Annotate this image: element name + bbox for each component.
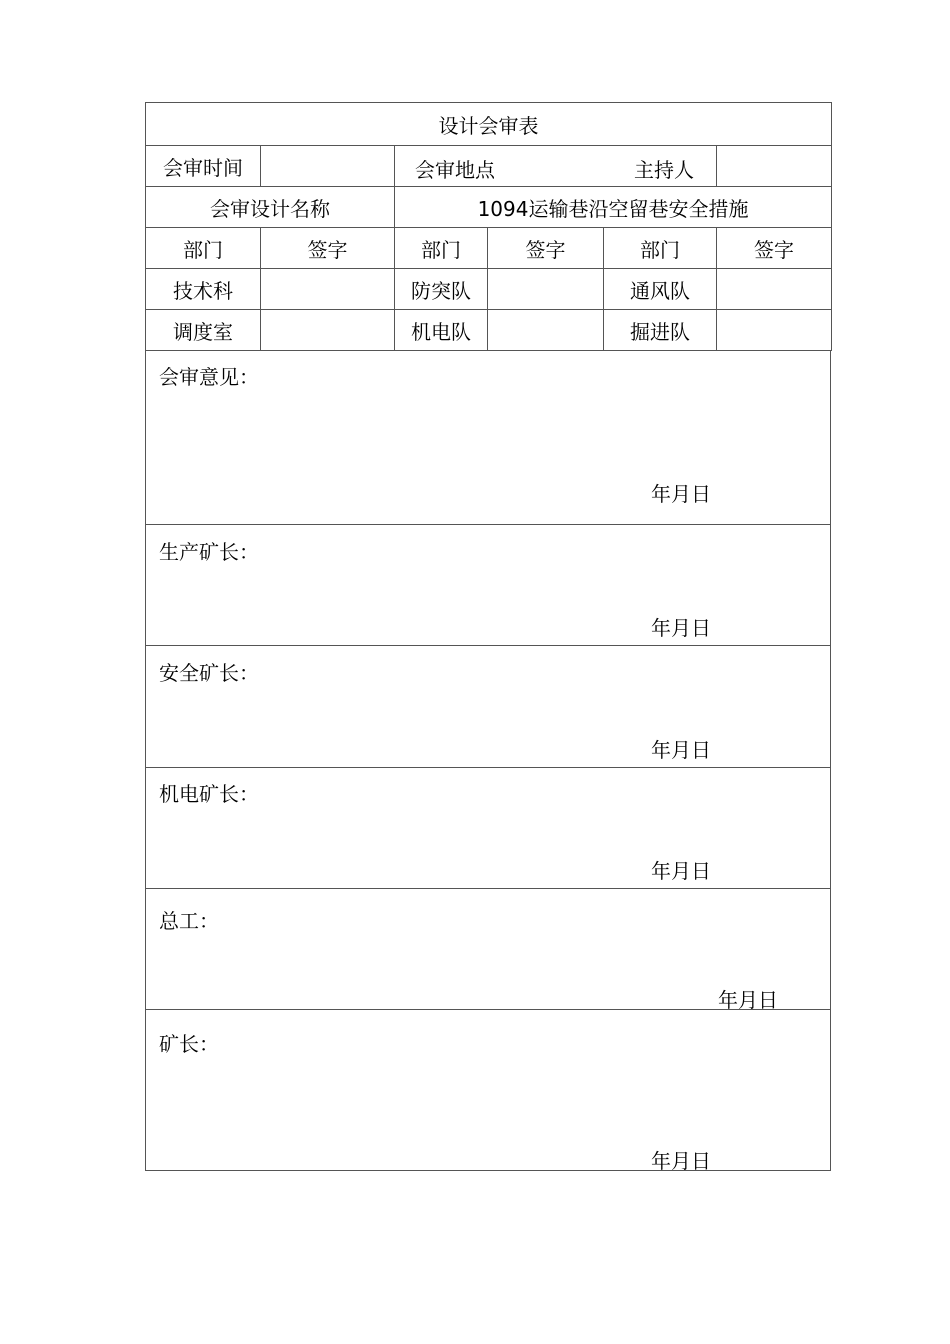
review-opinion-label: 会审意见： [159, 365, 259, 389]
design-name-label: 会审设计名称 [146, 187, 395, 228]
review-time-field[interactable] [261, 146, 395, 187]
header-dept-1: 部门 [146, 228, 261, 269]
header-sign-1: 签字 [261, 228, 395, 269]
date-label: 年月日 [651, 616, 711, 640]
signature-field[interactable] [717, 310, 832, 351]
department-header-row [146, 228, 832, 269]
chief-engineer-label: 总工： [159, 909, 219, 933]
review-header-table [145, 102, 832, 351]
date-label: 年月日 [718, 988, 778, 1012]
header-sign-2: 签字 [488, 228, 604, 269]
signature-field[interactable] [261, 310, 395, 351]
mine-director-block[interactable] [145, 1010, 831, 1171]
review-time-label: 会审时间 [146, 146, 261, 187]
department-row [146, 269, 832, 310]
production-manager-label: 生产矿长： [159, 540, 259, 564]
safety-manager-block[interactable] [145, 646, 831, 768]
review-place-label: 会审地点 [415, 158, 495, 182]
design-review-form [145, 102, 831, 1171]
header-sign-3: 签字 [717, 228, 832, 269]
date-label: 年月日 [651, 738, 711, 762]
signature-field[interactable] [488, 310, 604, 351]
department-row [146, 310, 832, 351]
review-place-field[interactable] [395, 146, 717, 187]
safety-manager-label: 安全矿长： [159, 661, 259, 685]
host-field[interactable] [717, 146, 832, 187]
dept-excavation: 掘进队 [604, 310, 717, 351]
design-name-value: 1094运输巷沿空留巷安全措施 [395, 187, 832, 228]
signature-field[interactable] [488, 269, 604, 310]
dept-outburst-prevention: 防突队 [395, 269, 488, 310]
production-manager-block[interactable] [145, 525, 831, 646]
dept-dispatch: 调度室 [146, 310, 261, 351]
signature-field[interactable] [717, 269, 832, 310]
header-dept-3: 部门 [604, 228, 717, 269]
date-label: 年月日 [651, 482, 711, 506]
date-label: 年月日 [651, 859, 711, 883]
host-label: 主持人 [634, 158, 694, 182]
form-title: 设计会审表 [146, 103, 832, 146]
electromechanical-manager-block[interactable] [145, 768, 831, 889]
chief-engineer-block[interactable] [145, 889, 831, 1010]
electromechanical-manager-label: 机电矿长： [159, 782, 259, 806]
mine-director-label: 矿长： [159, 1032, 219, 1056]
dept-tech: 技术科 [146, 269, 261, 310]
header-dept-2: 部门 [395, 228, 488, 269]
signature-field[interactable] [261, 269, 395, 310]
dept-electromechanical: 机电队 [395, 310, 488, 351]
dept-ventilation: 通风队 [604, 269, 717, 310]
review-opinion-block[interactable] [145, 351, 831, 525]
date-label: 年月日 [651, 1149, 711, 1173]
